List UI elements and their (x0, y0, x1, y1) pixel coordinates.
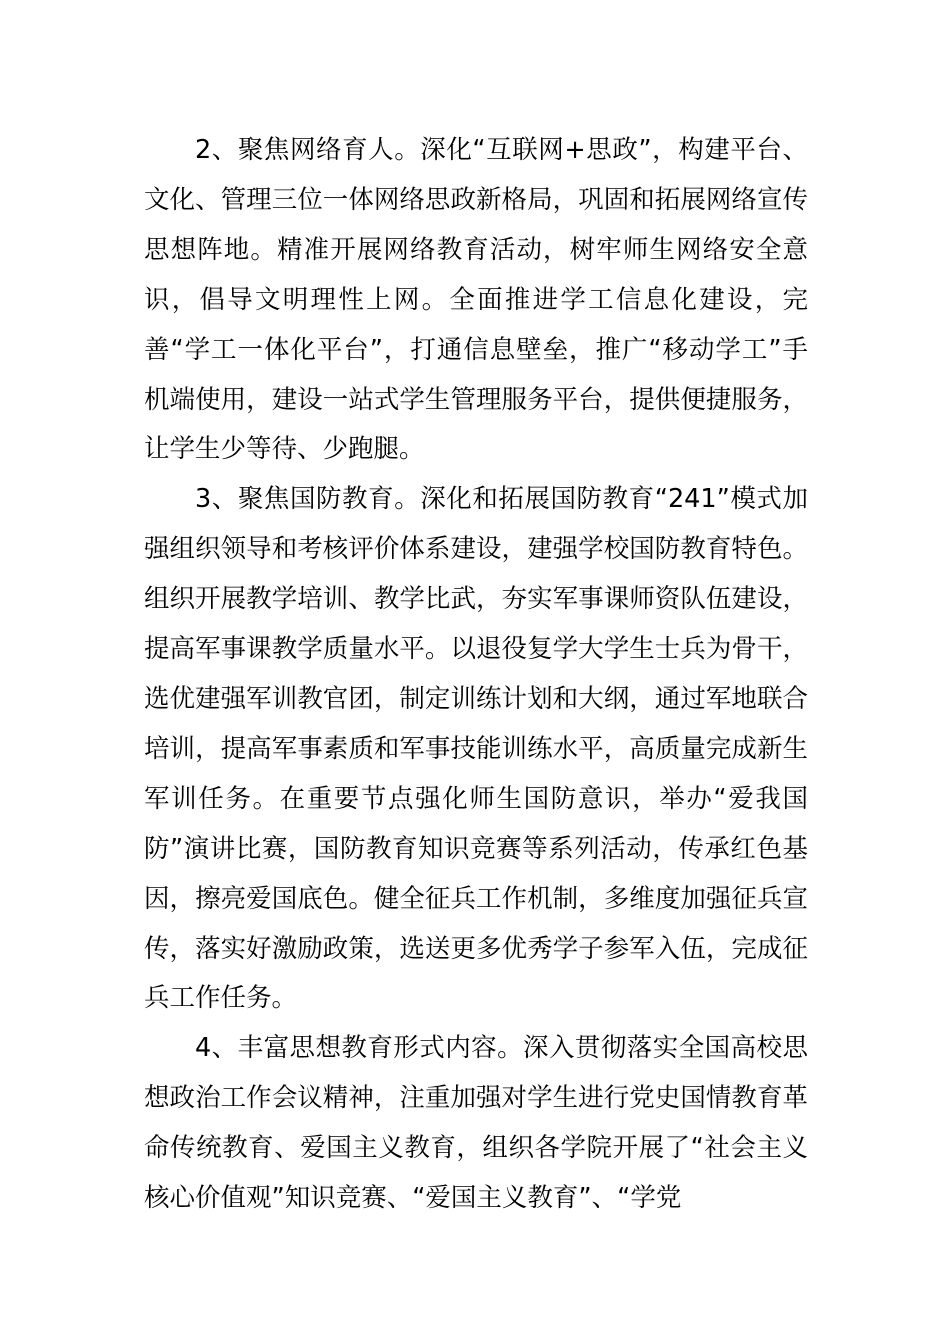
paragraph-national-defense-education: 3、聚焦国防教育。深化和拓展国防教育“241”模式加强组织领导和考核评价体系建设，建强学校国防教育特色。组织开展教学培训、教学比武，夯实军事课师资队伍建设，提高军事课教学质量水平。以退役复学大学生士兵为骨干，选优建强军训教官团，制定训练计划和大纲，通过军地联合培训，提高军事素质和军事技能训练水平，高质量完成新生军训任务。在重要节点强化师生国防意识，举办“爱我国防”演讲比赛，国防教育知识竞赛等系列活动，传承红色基因，擦亮爱国底色。健全征兵工作机制，多维度加强征兵宣传，落实好激励政策，选送更多优秀学子参军入伍，完成征兵工作任务。 (144, 484, 808, 1014)
paragraph-network-education: 2、聚焦网络育人。深化“互联网+思政”，构建平台、文化、管理三位一体网络思政新格局，巩固和拓展网络宣传思想阵地。精准开展网络教育活动，树牢师生网络安全意识，倡导文明理性上网。全面推进学工信息化建设，完善“学工一体化平台”，打通信息壁垒，推广“移动学工”手机端使用，建设一站式学生管理服务平台，提供便捷服务，让学生少等待、少跑腿。 (144, 135, 808, 465)
document-body (144, 126, 808, 1224)
paragraph-ideological-education: 4、丰富思想教育形式内容。深入贯彻落实全国高校思想政治工作会议精神，注重加强对学生进行党史国情教育革命传统教育、爱国主义教育，组织各学院开展了“社会主义核心价值观”知识竞赛、“爱国主义教育”、“学党 (144, 1033, 808, 1214)
